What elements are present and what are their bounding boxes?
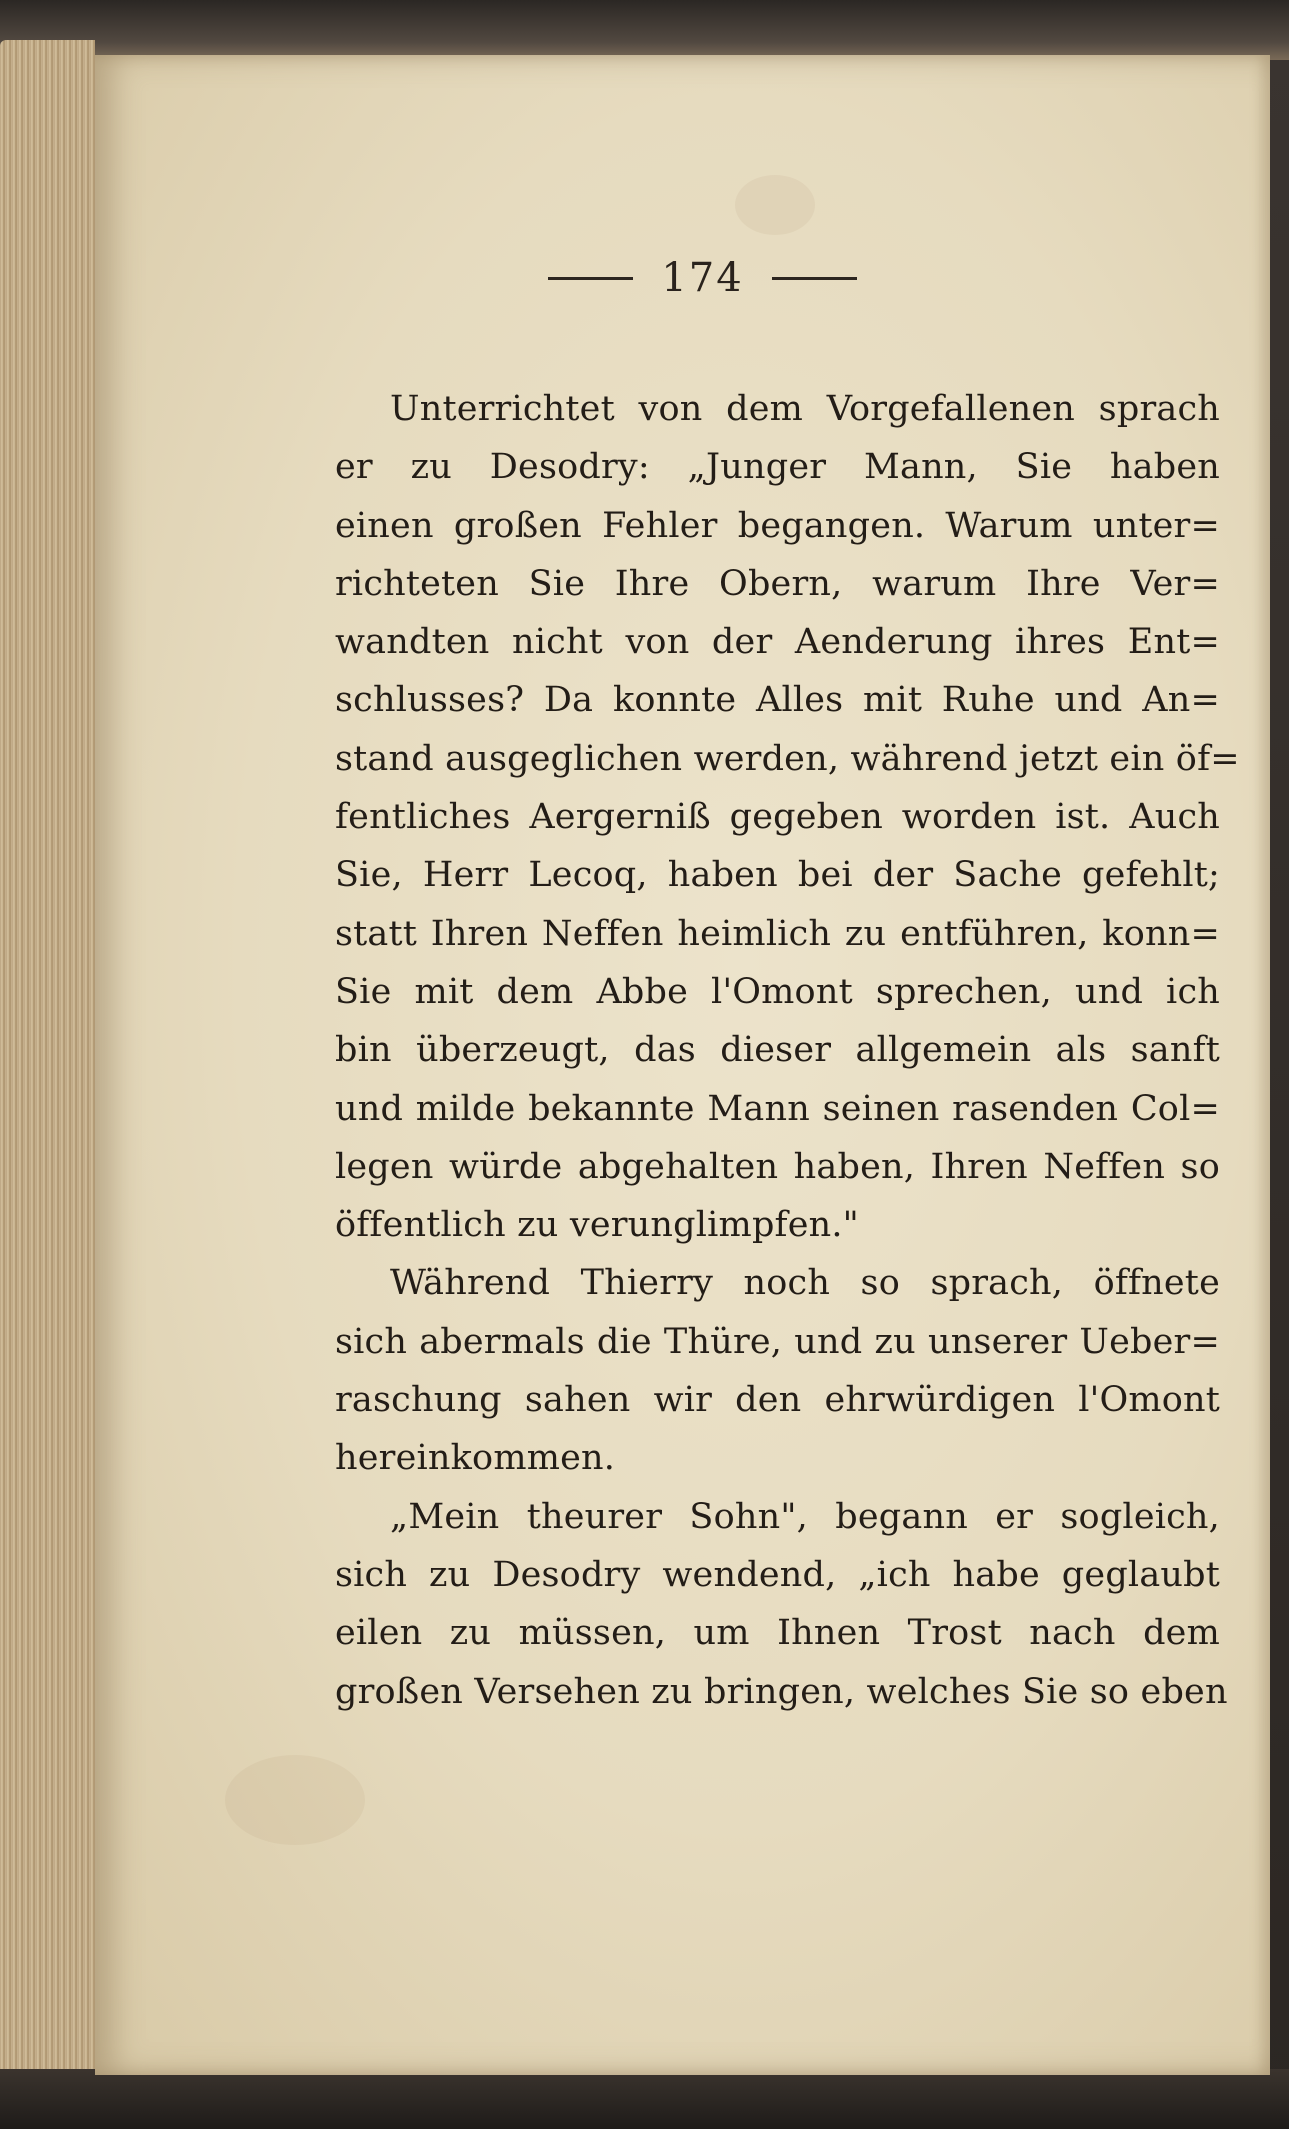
paper-stain	[225, 1755, 365, 1845]
text-line: Sie, Herr Lecoq, haben bei der Sache gefehlt;	[335, 855, 1220, 896]
body-text	[335, 380, 1240, 1721]
text-line: statt Ihren Neffen heimlich zu entführen, konn=	[335, 913, 1220, 954]
text-line: öffentlich zu verunglimpfen."	[335, 1205, 859, 1246]
text-line: sich abermals die Thüre, und zu unserer Ueber=	[335, 1321, 1220, 1362]
text-line: Sie mit dem Abbe l'Omont sprechen, und ich	[335, 971, 1220, 1012]
text-line: eilen zu müssen, um Ihnen Trost nach dem	[335, 1613, 1220, 1654]
book-cover-top	[0, 0, 1289, 60]
text-line: schlusses? Da konnte Alles mit Ruhe und An=	[335, 680, 1220, 721]
text-line: legen würde abgehalten haben, Ihren Neffen so	[335, 1146, 1220, 1187]
text-line: fentliches Aergerniß gegeben worden ist. Auch	[335, 797, 1220, 838]
page-header	[95, 255, 1270, 301]
text-line: raschung sahen wir den ehrwürdigen l'Omont	[335, 1380, 1220, 1421]
header-rule-left	[548, 277, 633, 280]
text-line: sich zu Desodry wendend, „ich habe geglaubt	[335, 1554, 1220, 1595]
text-line: bin überzeugt, das dieser allgemein als sanft	[335, 1030, 1220, 1071]
page-number: 174	[661, 255, 744, 301]
book-cover-bottom	[0, 2069, 1289, 2129]
text-line: wandten nicht von der Aenderung ihres Ent=	[335, 622, 1220, 663]
text-line: hereinkommen.	[335, 1438, 616, 1479]
text-line: Während Thierry noch so sprach, öffnete	[390, 1263, 1220, 1304]
text-line: und milde bekannte Mann seinen rasenden Col=	[335, 1088, 1220, 1129]
book-page	[95, 55, 1270, 2075]
text-line: stand ausgeglichen werden, während jetzt ein öf=	[335, 738, 1240, 779]
text-line: großen Versehen zu bringen, welches Sie so eben	[335, 1671, 1228, 1712]
text-line: „Mein theurer Sohn", begann er sogleich,	[390, 1496, 1220, 1537]
text-line: er zu Desodry: „Junger Mann, Sie haben	[335, 447, 1220, 488]
text-line: einen großen Fehler begangen. Warum unter=	[335, 505, 1220, 546]
text-line: Unterrichtet von dem Vorgefallenen sprach	[390, 389, 1220, 429]
paper-stain	[735, 175, 815, 235]
header-rule-right	[772, 277, 857, 280]
text-line: richteten Sie Ihre Obern, warum Ihre Ver=	[335, 563, 1220, 604]
page-stack-edge	[0, 40, 95, 2080]
